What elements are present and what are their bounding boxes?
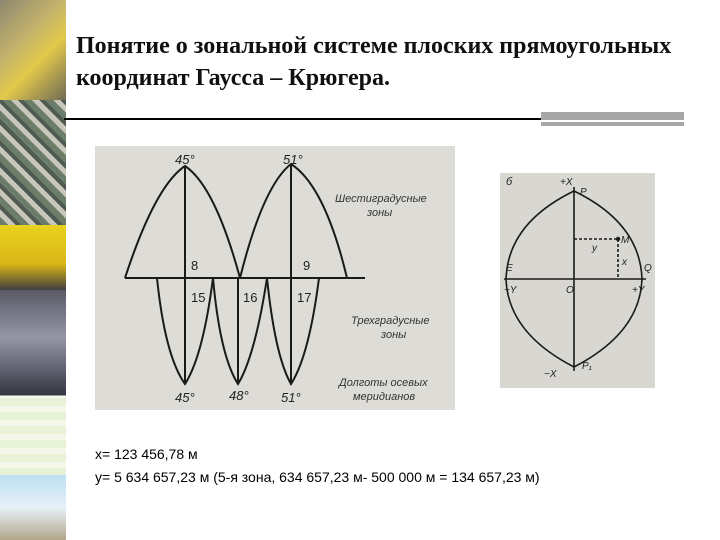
zones-diagram (95, 146, 455, 410)
zones-figure (95, 146, 455, 410)
zone-number-8: 8 (191, 258, 199, 273)
y-coordinate-text: y= 5 634 657,23 м (5-я зона, 634 657,23 м- 500 000 м = 134 657,23 м) (95, 469, 540, 485)
label-x: x (622, 257, 627, 268)
three-zone-caption-2: зоны (381, 329, 407, 341)
three-zone-caption-1: Трехградусные (351, 315, 430, 327)
total-station-image (0, 0, 66, 100)
label-e: E (506, 263, 513, 274)
bottom-longitude-48: 48° (229, 388, 249, 403)
bottom-longitude-45: 45° (175, 390, 195, 405)
label-o: O (566, 285, 574, 296)
map-fragment-image (0, 395, 66, 476)
label-b: б (506, 176, 513, 188)
decorative-bar-lower (541, 122, 684, 126)
label-q: Q (644, 263, 652, 274)
slide-title: Понятие о зональной системе плоских прямоугольных координат Гаусса – Крюгера. (76, 33, 672, 91)
decorative-bar-upper (541, 112, 684, 120)
label-minus-x: −X (544, 369, 557, 380)
label-plus-x: +X (560, 177, 573, 188)
aerial-photo-image (0, 100, 66, 225)
label-m: M (621, 235, 630, 246)
meridian-caption-1: Долготы осевых (339, 377, 428, 389)
zone-number-17: 17 (297, 290, 312, 305)
level-instrument-image (0, 225, 66, 290)
tripod-image (0, 475, 66, 540)
six-zone-9-outline (240, 164, 347, 278)
electronic-instrument-image (0, 290, 66, 395)
bottom-longitude-51: 51° (281, 390, 301, 405)
coordinates-diagram (500, 173, 655, 388)
label-y: y (592, 243, 597, 254)
label-plus-y: +Y (632, 285, 645, 296)
decorative-side-strip (0, 0, 66, 540)
six-zone-8-outline (125, 166, 240, 278)
six-zone-caption-2: зоны (367, 207, 393, 219)
label-minus-y: −Y (504, 285, 517, 296)
coordinates-figure (500, 173, 655, 388)
six-zone-caption-1: Шестиградусные (335, 193, 427, 205)
top-longitude-51: 51° (283, 152, 303, 167)
zone-number-16: 16 (243, 290, 258, 305)
title-underline (64, 118, 542, 120)
label-p: P (580, 187, 587, 198)
zone-number-15: 15 (191, 290, 206, 305)
point-m-marker (616, 237, 620, 241)
three-zone-16-outline (213, 278, 267, 384)
label-p1: P₁ (582, 361, 592, 372)
meridian-caption-2: меридианов (353, 391, 416, 403)
zone-number-9: 9 (303, 258, 311, 273)
top-longitude-45: 45° (175, 152, 195, 167)
x-coordinate-text: x= 123 456,78 м (95, 446, 198, 462)
